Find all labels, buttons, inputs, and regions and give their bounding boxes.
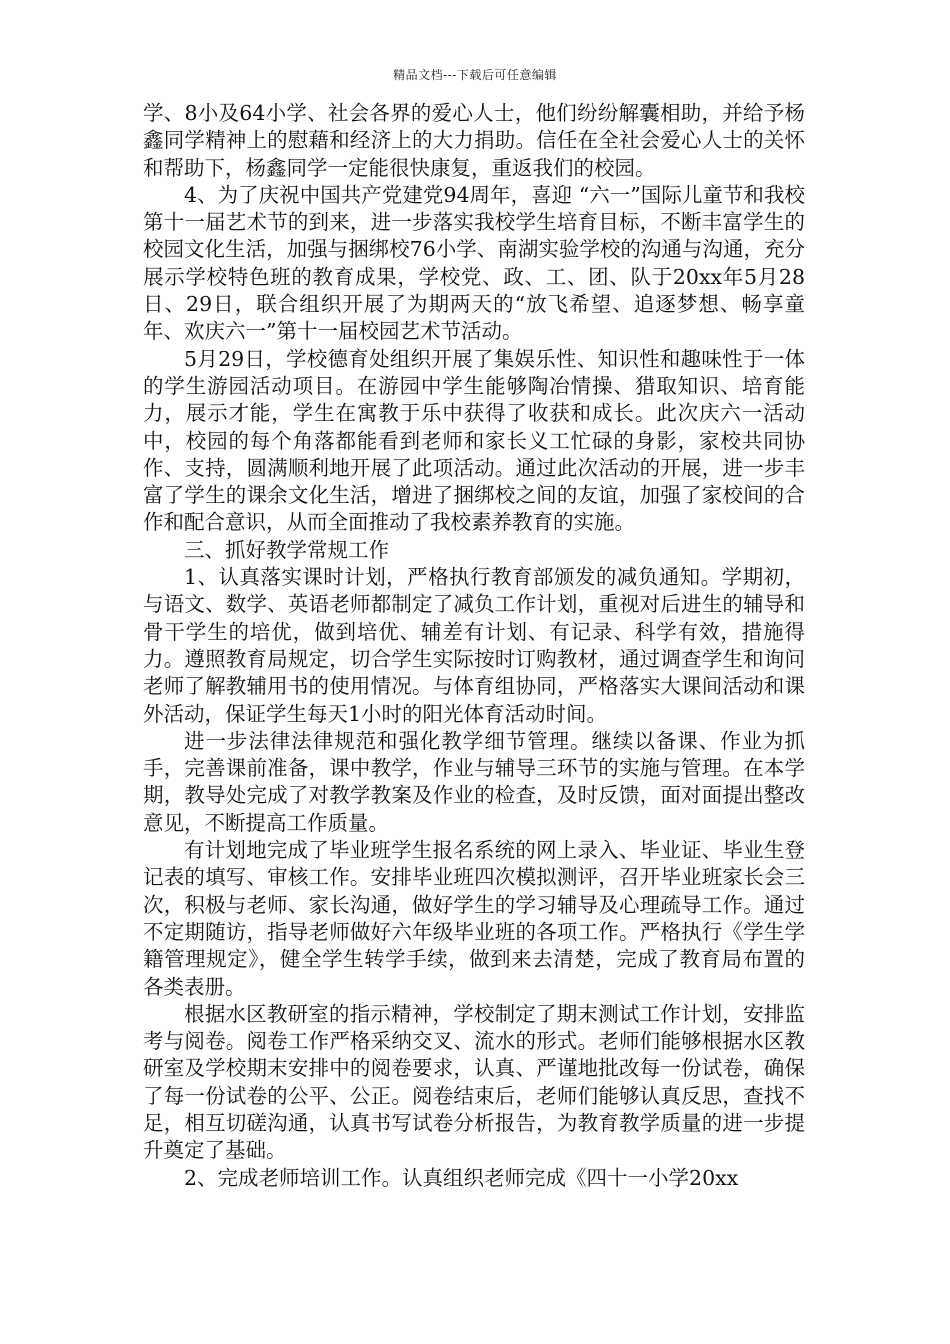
section-heading: 三、抓好教学常规工作 bbox=[184, 537, 389, 562]
paragraph-6: 有计划地完成了毕业班学生报名系统的网上录入、毕业证、毕业生登记表的填写、审核工作。安排毕业班四次模拟测评，召开毕业班家长会三次，积极与老师、家长沟通，做好学生的学习辅导及心理疏导工作。通过不定期随访，指导老师做好六年级毕业班的各项工作。严格执行《学生学籍管理规定》，健全学生转学手续，做到来去清楚，完成了教育局布置的各类表册。 bbox=[143, 838, 805, 999]
paragraph-4: 1、认真落实课时计划，严格执行教育部颁发的减负通知。学期初，与语文、数学、英语老师都制定了减负工作计划，重视对后进生的辅导和骨干学生的培优，做到培优、辅差有计划、有记录、科学有效，措施得力。遵照教育局规定，切合学生实际按时订购教材，通过调查学生和询问老师了解教辅用书的使用情况。与体育组协同，严格落实大课间活动和课外活动，保证学生每天1小时的阳光体育活动时间。 bbox=[143, 565, 805, 726]
paragraph-2: 4、为了庆祝中国共产党建党94周年，喜迎 “六一”国际儿童节和我校第十一届艺术节的到来，进一步落实我校学生培育目标，不断丰富学生的校园文化生活，加强与捆绑校76小学、南湖实验学校的沟通与沟通，充分展示学校特色班的教育成果，学校党、政、工、团、队于20xx年5月28日、29日，联合组织开展了为期两天的“放飞希望、追逐梦想、畅享童年、欢庆六一”第十一届校园艺术节活动。 bbox=[143, 182, 805, 344]
document-body bbox=[143, 100, 805, 1192]
paragraph-3: 5月29日，学校德育处组织开展了集娱乐性、知识性和趣味性于一体的学生游园活动项目。在游园中学生能够陶冶情操、猎取知识、培育能力，展示才能，学生在寓教于乐中获得了收获和成长。此次庆六一活动中，校园的每个角落都能看到老师和家长义工忙碌的身影，家校共同协作、支持，圆满顺利地开展了此项活动。通过此次活动的开展，进一步丰富了学生的课余文化生活，增进了捆绑校之间的友谊，加强了家校间的合作和配合意识，从而全面推动了我校素养教育的实施。 bbox=[143, 346, 805, 535]
paragraph-7: 根据水区教研室的指示精神，学校制定了期末测试工作计划，安排监考与阅卷。阅卷工作严格采纳交叉、流水的形式。老师们能够根据水区教研室及学校期末安排中的阅卷要求，认真、严谨地批改每一份试卷，确保了每一份试卷的公平、公正。阅卷结束后，老师们能够认真反思，查找不足，相互切磋沟通，认真书写试卷分析报告，为教育教学质量的进一步提升奠定了基础。 bbox=[143, 1001, 805, 1163]
paragraph-8: 2、完成老师培训工作。认真组织老师完成《四十一小学20xx bbox=[184, 1165, 739, 1190]
page-header: 精品文档---下载后可任意编辑 bbox=[393, 68, 557, 82]
paragraph-1: 学、8小及64小学、社会各界的爱心人士，他们纷纷解囊相助，并给予杨鑫同学精神上的慰藉和经济上的大力捐助。信任在全社会爱心人士的关怀和帮助下，杨鑫同学一定能很快康复，重返我们的校园。 bbox=[143, 101, 805, 180]
paragraph-5: 进一步法律法律规范和强化教学细节管理。继续以备课、作业为抓手，完善课前准备，课中教学，作业与辅导三环节的实施与管理。在本学期，教导处完成了对教学教案及作业的检查，及时反馈，面对面提出整改意见，不断提高工作质量。 bbox=[143, 728, 805, 835]
